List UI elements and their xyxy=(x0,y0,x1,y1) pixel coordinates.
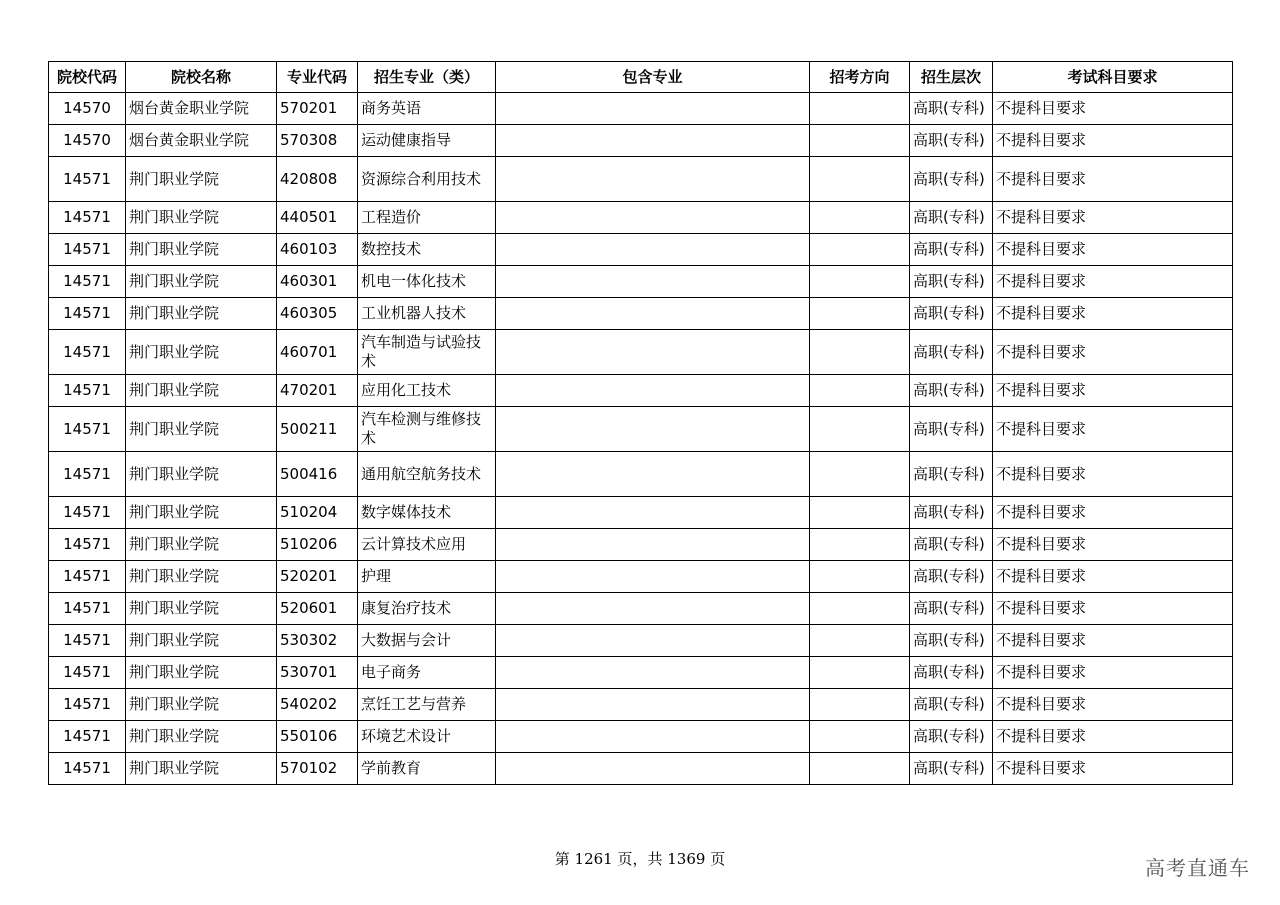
cell-requirement: 不提科目要求 xyxy=(993,234,1233,266)
cell-school-code: 14571 xyxy=(49,375,126,407)
cell-requirement: 不提科目要求 xyxy=(993,125,1233,157)
cell-school-name: 荆门职业学院 xyxy=(126,497,277,529)
cell-major-code: 520601 xyxy=(277,593,358,625)
cell-major: 应用化工技术 xyxy=(358,375,496,407)
cell-level: 高职(专科) xyxy=(910,657,993,689)
cell-school-code: 14571 xyxy=(49,561,126,593)
cell-school-name: 荆门职业学院 xyxy=(126,330,277,375)
table-row xyxy=(49,234,1233,266)
cell-major: 通用航空航务技术 xyxy=(358,452,496,497)
cell-requirement: 不提科目要求 xyxy=(993,593,1233,625)
page-number: 第 1261 页，共 1369 页 xyxy=(554,850,726,868)
cell-level: 高职(专科) xyxy=(910,689,993,721)
cell-major-code: 520201 xyxy=(277,561,358,593)
cell-major-code: 460103 xyxy=(277,234,358,266)
cell-school-name: 荆门职业学院 xyxy=(126,721,277,753)
enrollment-table xyxy=(48,61,1233,785)
table-row xyxy=(49,593,1233,625)
cell-included-majors xyxy=(496,93,810,125)
cell-major: 汽车制造与试验技术 xyxy=(358,330,496,375)
table-row xyxy=(49,657,1233,689)
cell-direction xyxy=(810,375,910,407)
cell-direction xyxy=(810,330,910,375)
cell-major: 机电一体化技术 xyxy=(358,266,496,298)
cell-requirement: 不提科目要求 xyxy=(993,529,1233,561)
cell-major: 康复治疗技术 xyxy=(358,593,496,625)
cell-level: 高职(专科) xyxy=(910,625,993,657)
cell-major-code: 570102 xyxy=(277,753,358,785)
table-row xyxy=(49,689,1233,721)
cell-direction xyxy=(810,689,910,721)
cell-school-name: 荆门职业学院 xyxy=(126,234,277,266)
cell-major: 云计算技术应用 xyxy=(358,529,496,561)
header-major-code: 专业代码 xyxy=(277,62,358,93)
cell-direction xyxy=(810,202,910,234)
cell-major-code: 500211 xyxy=(277,407,358,452)
cell-direction xyxy=(810,157,910,202)
cell-major-code: 550106 xyxy=(277,721,358,753)
cell-school-name: 烟台黄金职业学院 xyxy=(126,125,277,157)
table-row xyxy=(49,375,1233,407)
cell-school-code: 14571 xyxy=(49,157,126,202)
header-included-majors: 包含专业 xyxy=(496,62,810,93)
cell-level: 高职(专科) xyxy=(910,298,993,330)
cell-school-name: 荆门职业学院 xyxy=(126,452,277,497)
cell-major: 工程造价 xyxy=(358,202,496,234)
cell-school-code: 14571 xyxy=(49,529,126,561)
cell-school-code: 14571 xyxy=(49,330,126,375)
watermark-text: 高考直通车 xyxy=(1145,856,1250,880)
cell-level: 高职(专科) xyxy=(910,93,993,125)
cell-direction xyxy=(810,529,910,561)
cell-school-code: 14571 xyxy=(49,497,126,529)
cell-included-majors xyxy=(496,452,810,497)
cell-major: 学前教育 xyxy=(358,753,496,785)
cell-requirement: 不提科目要求 xyxy=(993,298,1233,330)
cell-direction xyxy=(810,657,910,689)
cell-major: 商务英语 xyxy=(358,93,496,125)
cell-school-code: 14571 xyxy=(49,657,126,689)
cell-level: 高职(专科) xyxy=(910,593,993,625)
cell-included-majors xyxy=(496,330,810,375)
cell-major-code: 510204 xyxy=(277,497,358,529)
cell-level: 高职(专科) xyxy=(910,407,993,452)
table-row xyxy=(49,529,1233,561)
cell-level: 高职(专科) xyxy=(910,234,993,266)
cell-school-name: 荆门职业学院 xyxy=(126,561,277,593)
cell-direction xyxy=(810,407,910,452)
cell-requirement: 不提科目要求 xyxy=(993,375,1233,407)
cell-major-code: 420808 xyxy=(277,157,358,202)
cell-school-code: 14571 xyxy=(49,452,126,497)
cell-major: 护理 xyxy=(358,561,496,593)
cell-included-majors xyxy=(496,625,810,657)
cell-included-majors xyxy=(496,157,810,202)
cell-direction xyxy=(810,234,910,266)
table-row xyxy=(49,721,1233,753)
cell-major: 汽车检测与维修技术 xyxy=(358,407,496,452)
header-school-name: 院校名称 xyxy=(126,62,277,93)
cell-direction xyxy=(810,266,910,298)
table-header-row xyxy=(49,62,1233,93)
table-row xyxy=(49,330,1233,375)
cell-school-name: 烟台黄金职业学院 xyxy=(126,93,277,125)
cell-school-name: 荆门职业学院 xyxy=(126,407,277,452)
cell-requirement: 不提科目要求 xyxy=(993,657,1233,689)
cell-requirement: 不提科目要求 xyxy=(993,157,1233,202)
cell-level: 高职(专科) xyxy=(910,157,993,202)
cell-major-code: 570308 xyxy=(277,125,358,157)
cell-school-code: 14571 xyxy=(49,689,126,721)
cell-level: 高职(专科) xyxy=(910,452,993,497)
cell-school-name: 荆门职业学院 xyxy=(126,202,277,234)
cell-included-majors xyxy=(496,529,810,561)
cell-major-code: 510206 xyxy=(277,529,358,561)
cell-direction xyxy=(810,593,910,625)
cell-included-majors xyxy=(496,497,810,529)
cell-requirement: 不提科目要求 xyxy=(993,625,1233,657)
cell-school-code: 14571 xyxy=(49,593,126,625)
cell-direction xyxy=(810,561,910,593)
cell-requirement: 不提科目要求 xyxy=(993,561,1233,593)
cell-school-name: 荆门职业学院 xyxy=(126,529,277,561)
cell-major: 资源综合利用技术 xyxy=(358,157,496,202)
cell-included-majors xyxy=(496,657,810,689)
cell-major-code: 500416 xyxy=(277,452,358,497)
cell-school-code: 14571 xyxy=(49,266,126,298)
cell-school-code: 14571 xyxy=(49,234,126,266)
cell-school-name: 荆门职业学院 xyxy=(126,593,277,625)
cell-requirement: 不提科目要求 xyxy=(993,202,1233,234)
cell-requirement: 不提科目要求 xyxy=(993,497,1233,529)
cell-level: 高职(专科) xyxy=(910,721,993,753)
cell-major: 大数据与会计 xyxy=(358,625,496,657)
cell-level: 高职(专科) xyxy=(910,330,993,375)
cell-level: 高职(专科) xyxy=(910,561,993,593)
cell-major-code: 530701 xyxy=(277,657,358,689)
table-row xyxy=(49,298,1233,330)
cell-direction xyxy=(810,753,910,785)
cell-school-code: 14571 xyxy=(49,721,126,753)
cell-level: 高职(专科) xyxy=(910,266,993,298)
cell-requirement: 不提科目要求 xyxy=(993,721,1233,753)
cell-requirement: 不提科目要求 xyxy=(993,330,1233,375)
cell-school-name: 荆门职业学院 xyxy=(126,298,277,330)
cell-direction xyxy=(810,625,910,657)
cell-direction xyxy=(810,125,910,157)
table-row xyxy=(49,561,1233,593)
table-row xyxy=(49,452,1233,497)
cell-school-code: 14570 xyxy=(49,93,126,125)
cell-school-name: 荆门职业学院 xyxy=(126,657,277,689)
cell-school-name: 荆门职业学院 xyxy=(126,157,277,202)
cell-included-majors xyxy=(496,234,810,266)
table-row xyxy=(49,625,1233,657)
cell-major-code: 530302 xyxy=(277,625,358,657)
cell-major: 环境艺术设计 xyxy=(358,721,496,753)
cell-major-code: 470201 xyxy=(277,375,358,407)
cell-major: 工业机器人技术 xyxy=(358,298,496,330)
header-major: 招生专业（类） xyxy=(358,62,496,93)
cell-requirement: 不提科目要求 xyxy=(993,407,1233,452)
cell-major-code: 460701 xyxy=(277,330,358,375)
table-row xyxy=(49,202,1233,234)
cell-included-majors xyxy=(496,202,810,234)
cell-included-majors xyxy=(496,407,810,452)
header-direction: 招考方向 xyxy=(810,62,910,93)
cell-included-majors xyxy=(496,753,810,785)
cell-direction xyxy=(810,721,910,753)
cell-major: 数控技术 xyxy=(358,234,496,266)
cell-direction xyxy=(810,93,910,125)
cell-school-code: 14571 xyxy=(49,407,126,452)
cell-level: 高职(专科) xyxy=(910,202,993,234)
cell-included-majors xyxy=(496,593,810,625)
cell-major-code: 440501 xyxy=(277,202,358,234)
table-row xyxy=(49,497,1233,529)
cell-school-code: 14571 xyxy=(49,753,126,785)
cell-school-code: 14571 xyxy=(49,202,126,234)
cell-school-code: 14570 xyxy=(49,125,126,157)
cell-major-code: 460301 xyxy=(277,266,358,298)
cell-major-code: 570201 xyxy=(277,93,358,125)
table-row xyxy=(49,125,1233,157)
cell-level: 高职(专科) xyxy=(910,125,993,157)
cell-level: 高职(专科) xyxy=(910,375,993,407)
cell-direction xyxy=(810,497,910,529)
cell-major-code: 540202 xyxy=(277,689,358,721)
cell-requirement: 不提科目要求 xyxy=(993,266,1233,298)
cell-major: 烹饪工艺与营养 xyxy=(358,689,496,721)
cell-school-code: 14571 xyxy=(49,298,126,330)
cell-level: 高职(专科) xyxy=(910,753,993,785)
cell-level: 高职(专科) xyxy=(910,497,993,529)
cell-school-name: 荆门职业学院 xyxy=(126,625,277,657)
table-row xyxy=(49,93,1233,125)
cell-direction xyxy=(810,298,910,330)
cell-school-name: 荆门职业学院 xyxy=(126,753,277,785)
table-body xyxy=(49,93,1233,785)
table-row xyxy=(49,266,1233,298)
cell-direction xyxy=(810,452,910,497)
table-row xyxy=(49,753,1233,785)
header-level: 招生层次 xyxy=(910,62,993,93)
header-school-code: 院校代码 xyxy=(49,62,126,93)
cell-major-code: 460305 xyxy=(277,298,358,330)
cell-requirement: 不提科目要求 xyxy=(993,93,1233,125)
cell-included-majors xyxy=(496,375,810,407)
cell-included-majors xyxy=(496,561,810,593)
cell-included-majors xyxy=(496,298,810,330)
cell-requirement: 不提科目要求 xyxy=(993,452,1233,497)
cell-major: 运动健康指导 xyxy=(358,125,496,157)
cell-major: 数字媒体技术 xyxy=(358,497,496,529)
cell-included-majors xyxy=(496,689,810,721)
cell-major: 电子商务 xyxy=(358,657,496,689)
cell-school-name: 荆门职业学院 xyxy=(126,266,277,298)
cell-requirement: 不提科目要求 xyxy=(993,753,1233,785)
cell-included-majors xyxy=(496,721,810,753)
cell-level: 高职(专科) xyxy=(910,529,993,561)
cell-school-name: 荆门职业学院 xyxy=(126,689,277,721)
table-row xyxy=(49,407,1233,452)
cell-school-name: 荆门职业学院 xyxy=(126,375,277,407)
cell-requirement: 不提科目要求 xyxy=(993,689,1233,721)
header-requirement: 考试科目要求 xyxy=(993,62,1233,93)
cell-included-majors xyxy=(496,266,810,298)
cell-school-code: 14571 xyxy=(49,625,126,657)
cell-included-majors xyxy=(496,125,810,157)
table-row xyxy=(49,157,1233,202)
